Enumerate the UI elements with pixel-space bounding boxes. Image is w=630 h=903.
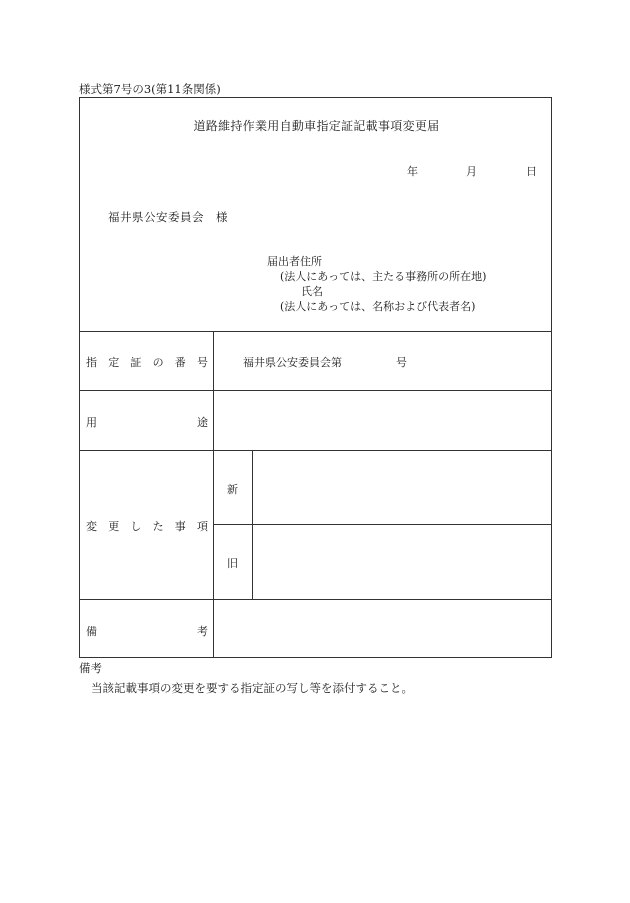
header-divider [80, 331, 551, 332]
date-year-label: 年 [407, 165, 418, 178]
changed-items-label: 変 更 し た 事 項 [86, 520, 208, 533]
submitter-name-note: (法人にあっては、名称および代表者名) [280, 300, 476, 313]
usage-field[interactable] [220, 396, 546, 444]
remarks-label: 備 考 [86, 625, 208, 638]
certificate-number-prefix: 福井県公安委員会第 [243, 356, 342, 369]
label-column-divider [213, 331, 214, 657]
new-old-column-divider [252, 450, 253, 599]
certificate-number-suffix: 号 [396, 356, 407, 369]
row-divider-1 [80, 390, 551, 391]
new-old-divider [213, 524, 551, 525]
row-divider-2 [80, 450, 551, 451]
date-day-label: 日 [526, 165, 537, 178]
form-frame [79, 97, 552, 658]
row-divider-3 [80, 599, 551, 600]
submitter-address-note: (法人にあっては、主たる事務所の所在地) [280, 270, 487, 283]
new-value-field[interactable] [258, 456, 546, 518]
addressee: 福井県公安委員会 様 [108, 210, 228, 224]
old-label: 旧 [227, 557, 238, 570]
footer-title: 備考 [79, 661, 102, 675]
form-number-label: 様式第7号の3(第11条関係) [79, 82, 221, 96]
form-title: 道路維持作業用自動車指定証記載事項変更届 [193, 119, 440, 133]
certificate-number-field[interactable] [350, 338, 390, 382]
usage-label: 用 途 [86, 416, 208, 429]
submitter-address-label: 届出者住所 [267, 255, 322, 268]
remarks-field[interactable] [220, 605, 546, 651]
submitter-name-label: 氏名 [301, 285, 323, 298]
date-month-label: 月 [466, 165, 477, 178]
certificate-number-label: 指 定 証 の 番 号 [86, 356, 208, 369]
old-value-field[interactable] [258, 530, 546, 592]
new-label: 新 [227, 483, 238, 496]
footer-note: 当該記載事項の変更を要する指定証の写し等を添付すること。 [91, 681, 413, 695]
